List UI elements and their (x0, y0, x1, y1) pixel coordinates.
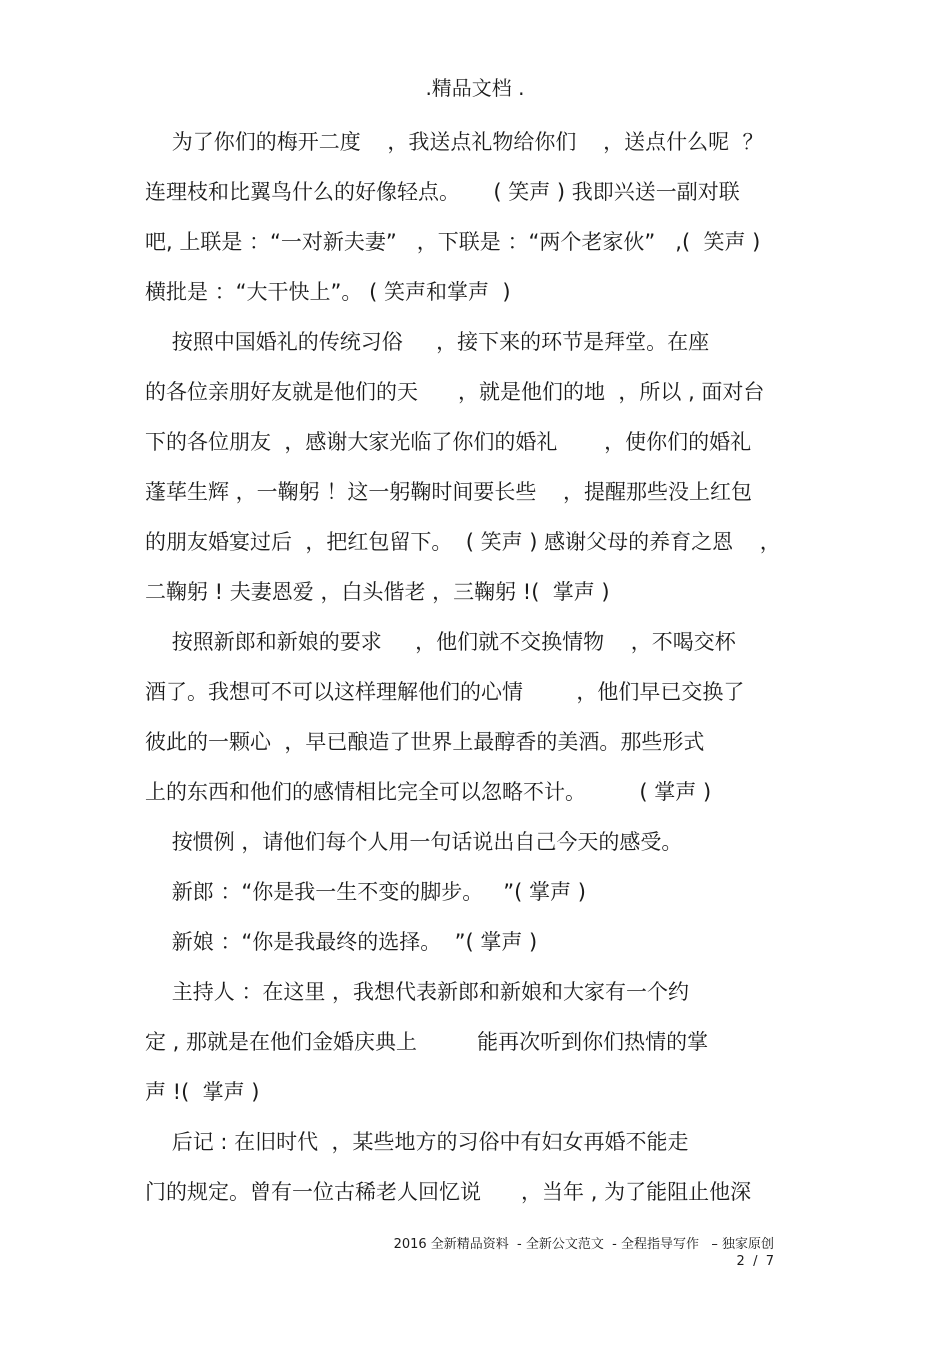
text-line: 为了你们的梅开二度 ，我送点礼物给你们 ，送点什么呢 ？ (145, 130, 764, 154)
text-line: 二鞠躬 ! 夫妻恩爱 ，白头偕老 ，三鞠躬 !( 掌声 ) (145, 580, 610, 604)
text-line: 定 , 那就是在他们金婚庆典上 能再次听到你们热情的掌 (145, 1030, 709, 1054)
text-line: 酒了。我想可不可以这样理解他们的心情 ，他们早已交换了 (145, 680, 745, 704)
text-line: 按惯例 ，请他们每个人用一句话说出自己今天的感受。 (145, 830, 683, 854)
page-number: 2 / 7 (736, 1254, 774, 1269)
text-line: 主持人 ：在这里 ，我想代表新郎和新娘和大家有一个约 (145, 980, 690, 1004)
text-line: 上的东西和他们的感情相比完全可以忽略不计。 ( 掌声 ) (145, 780, 712, 804)
text-line: 门的规定。曾有一位古稀老人回忆说 ，当年 , 为了能阻止他深 (145, 1180, 752, 1204)
text-line: 的朋友婚宴过后 ，把红包留下。 ( 笑声 ) 感谢父母的养育之恩 ， (145, 530, 781, 554)
text-line: 按照中国婚礼的传统习俗 ，接下来的环节是拜堂。在座 (145, 330, 710, 354)
text-line: 声 !( 掌声 ) (145, 1080, 260, 1104)
text-line: 按照新郎和新娘的要求 ，他们就不交换情物 ，不喝交杯 (145, 630, 736, 654)
text-line: 横批是 ：“大干快上”。 ( 笑声和掌声 ) (145, 280, 511, 304)
text-line: 下的各位朋友 ，感谢大家光临了你们的婚礼 ，使你们的婚礼 (145, 430, 752, 454)
text-line: 新郎 ：“你是我一生不变的脚步。 ”( 掌声 ) (145, 880, 586, 904)
text-line: 新娘 ：“你是我最终的选择。 ”( 掌声 ) (145, 930, 538, 954)
text-line: 连理枝和比翼鸟什么的好像轻点。 ( 笑声 ) 我即兴送一副对联 (145, 180, 740, 204)
text-line: 蓬荜生辉 ，一鞠躬 ！这一躬鞠时间要长些 ，提醒那些没上红包 (145, 480, 753, 504)
text-line: 的各位亲朋好友就是他们的天 ，就是他们的地 ，所以 , 面对台 (145, 380, 765, 404)
text-line: 后记 : 在旧时代 ，某些地方的习俗中有妇女再婚不能走 (145, 1130, 689, 1154)
footer-text: 2016 全新精品资料 - 全新公文范文 - 全程指导写作 – 独家原创 (393, 1237, 774, 1252)
text-line: 吧, 上联是 ：“一对新夫妻” ，下联是 ：“两个老家伙” ,( 笑声 ) (145, 230, 761, 254)
text-line: 彼此的一颗心 ，早已酿造了世界上最醇香的美酒。那些形式 (145, 730, 705, 754)
page-header: .精品文档 . (425, 76, 525, 100)
